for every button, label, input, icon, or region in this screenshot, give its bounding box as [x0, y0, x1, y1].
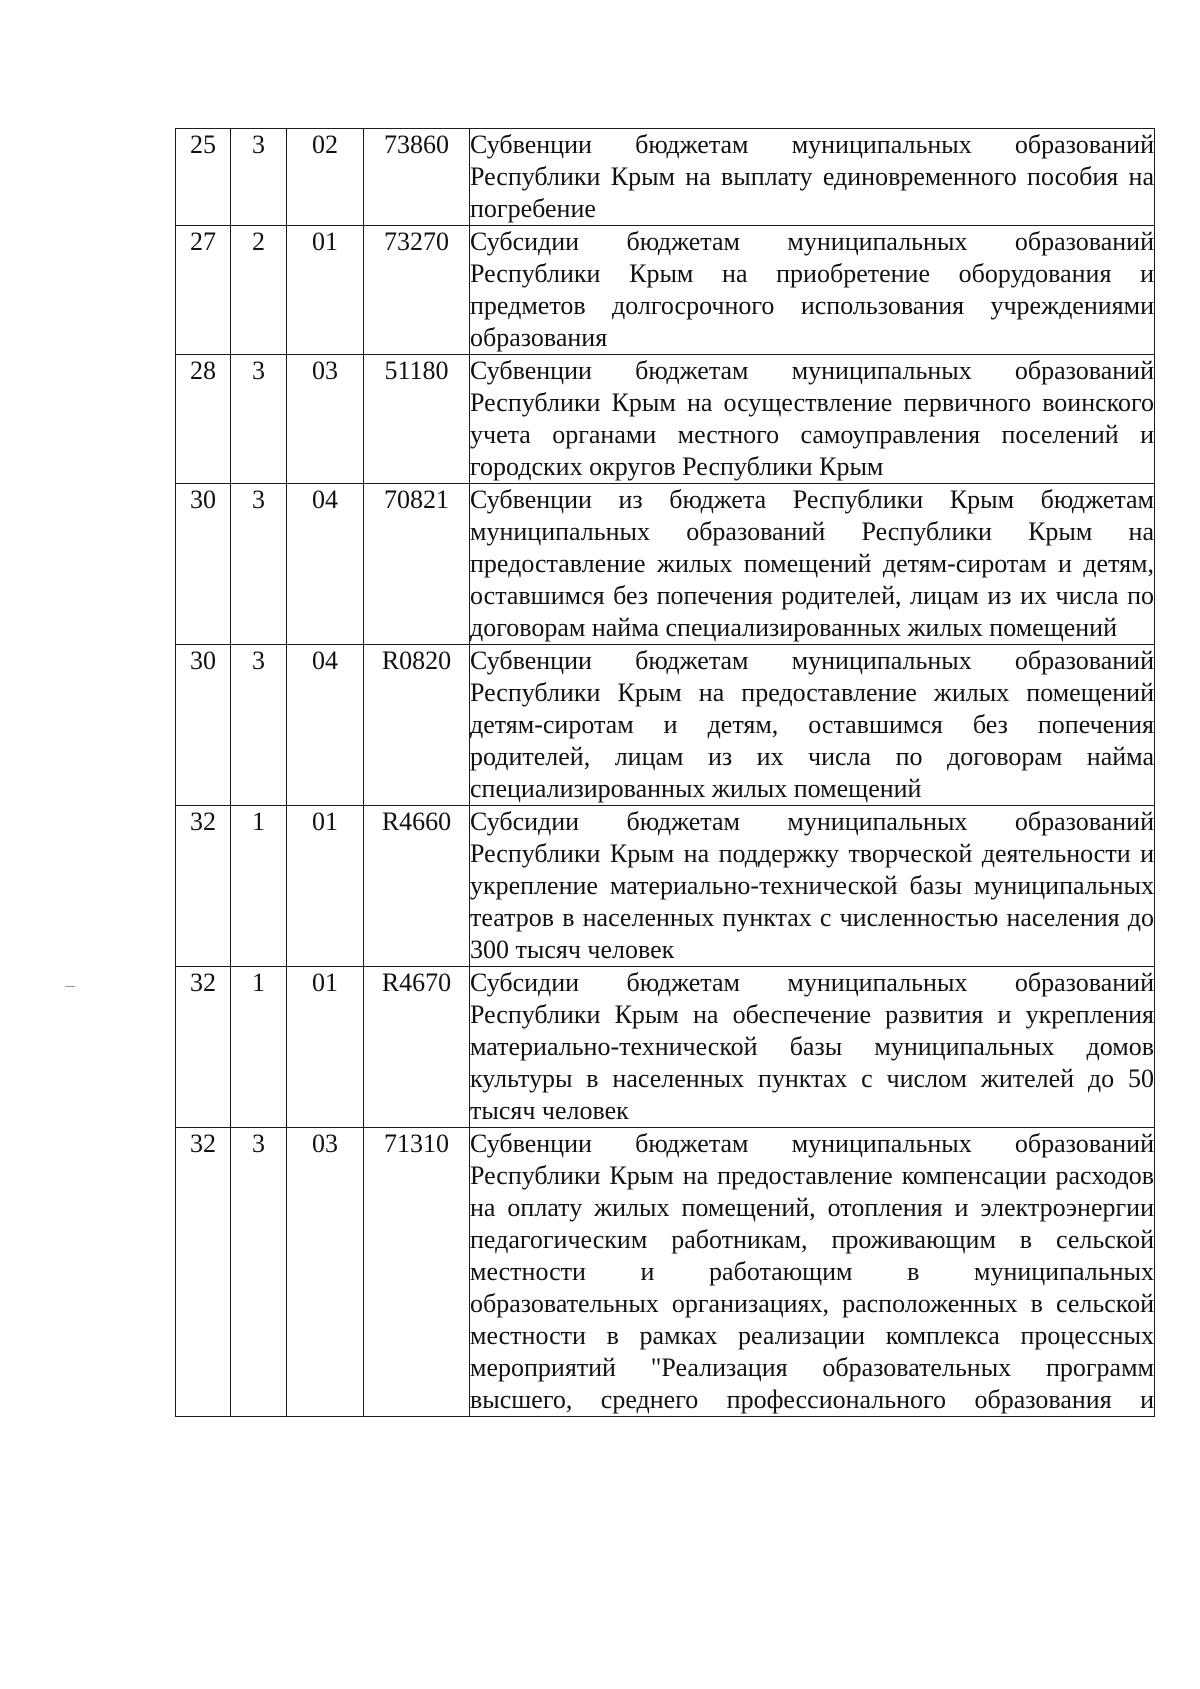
subgroup-text: 02	[312, 130, 338, 159]
subgroup-text: 01	[312, 968, 338, 997]
subgroup-cell	[287, 226, 364, 355]
description-cell: Субсидии бюджетам муниципальных образований Республики Крым на поддержку творческой деятельности и укрепление материально-технической базы муниципальных театров в населенных пунктах с численностью населения до 300 тысяч человек	[470, 806, 1155, 967]
group-text: 1	[252, 807, 265, 836]
description-cell: Субсидии бюджетам муниципальных образований Республики Крым на обеспечение развития и укрепления материально-технической базы муниципальных домов культуры в населенных пунктах с числом жителей до 50 тысяч человек	[470, 967, 1155, 1128]
group-cell	[231, 1128, 287, 1417]
group-text: 3	[252, 646, 265, 675]
group-text: 1	[252, 968, 265, 997]
description-cell: Субвенции бюджетам муниципальных образований Республики Крым на выплату единовременного пособия на погребение	[470, 129, 1155, 226]
group-cell	[231, 806, 287, 967]
row-number-cell	[176, 967, 231, 1128]
table-row	[176, 226, 1155, 355]
row-number-cell	[176, 129, 231, 226]
code-text: R4670	[381, 968, 452, 997]
group-text: 3	[252, 1129, 265, 1158]
code-cell	[364, 355, 470, 484]
row-number-text: 30	[190, 646, 216, 675]
description-cell: Субвенции бюджетам муниципальных образований Республики Крым на предоставление компенсации расходов на оплату жилых помещений, отопления и электроэнергии педагогическим работникам, проживающим в сельской местности и работающим в муниципальных образовательных организациях, расположенных в сельской местности в рамках реализации комплекса процессных мероприятий "Реализация образовательных программ высшего, среднего профессионального образования и	[470, 1128, 1155, 1417]
row-number-cell	[176, 355, 231, 484]
row-number-text: 32	[190, 807, 216, 836]
code-cell	[364, 226, 470, 355]
row-number-cell	[176, 226, 231, 355]
code-text: R0820	[381, 646, 452, 675]
subgroup-cell	[287, 645, 364, 806]
group-cell	[231, 129, 287, 226]
table-row	[176, 355, 1155, 484]
code-cell	[364, 967, 470, 1128]
group-text: 3	[252, 485, 265, 514]
subgroup-cell	[287, 967, 364, 1128]
row-number-text: 32	[190, 1129, 216, 1158]
row-number-text: 27	[190, 227, 216, 256]
code-text: 71310	[384, 1129, 449, 1158]
table-row	[176, 645, 1155, 806]
table-row	[176, 967, 1155, 1128]
code-cell	[364, 806, 470, 967]
page-edge-mark	[65, 986, 75, 987]
row-number-text: 30	[190, 485, 216, 514]
table-row	[176, 806, 1155, 967]
row-number-text: 32	[190, 968, 216, 997]
budget-codes-table	[175, 128, 1155, 1417]
subgroup-cell	[287, 129, 364, 226]
code-text: 70821	[384, 485, 449, 514]
table-body	[176, 129, 1155, 1417]
description-cell: Субвенции бюджетам муниципальных образований Республики Крым на осуществление первичного воинского учета органами местного самоуправления поселений и городских округов Республики Крым	[470, 355, 1155, 484]
group-text: 3	[252, 130, 265, 159]
code-text: 73860	[384, 130, 449, 159]
description-cell: Субвенции из бюджета Республики Крым бюджетам муниципальных образований Республики Крым на предоставление жилых помещений детям-сиротам и детям, оставшимся без попечения родителей, лицам из их числа по договорам найма специализированных жилых помещений	[470, 484, 1155, 645]
row-number-text: 25	[190, 130, 216, 159]
subgroup-text: 04	[312, 646, 338, 675]
group-cell	[231, 484, 287, 645]
group-text: 2	[252, 227, 265, 256]
subgroup-cell	[287, 484, 364, 645]
code-text: 51180	[384, 356, 449, 385]
group-text: 3	[252, 356, 265, 385]
description-cell: Субсидии бюджетам муниципальных образований Республики Крым на приобретение оборудования и предметов долгосрочного использования учреждениями образования	[470, 226, 1155, 355]
table-row	[176, 129, 1155, 226]
subgroup-cell	[287, 1128, 364, 1417]
code-cell	[364, 1128, 470, 1417]
subgroup-cell	[287, 355, 364, 484]
code-cell	[364, 645, 470, 806]
subgroup-text: 03	[312, 1129, 338, 1158]
subgroup-text: 03	[312, 356, 338, 385]
subgroup-cell	[287, 806, 364, 967]
subgroup-text: 04	[312, 485, 338, 514]
group-cell	[231, 226, 287, 355]
table-row	[176, 1128, 1155, 1417]
code-text: R4660	[381, 807, 452, 836]
row-number-text: 28	[190, 356, 216, 385]
description-cell: Субвенции бюджетам муниципальных образований Республики Крым на предоставление жилых помещений детям-сиротам и детям, оставшимся без попечения родителей, лицам из их числа по договорам найма специализированных жилых помещений	[470, 645, 1155, 806]
row-number-cell	[176, 484, 231, 645]
table-row	[176, 484, 1155, 645]
group-cell	[231, 355, 287, 484]
code-cell	[364, 129, 470, 226]
code-text: 73270	[384, 227, 449, 256]
subgroup-text: 01	[312, 227, 338, 256]
row-number-cell	[176, 1128, 231, 1417]
group-cell	[231, 645, 287, 806]
group-cell	[231, 967, 287, 1128]
subgroup-text: 01	[312, 807, 338, 836]
code-cell	[364, 484, 470, 645]
row-number-cell	[176, 645, 231, 806]
row-number-cell	[176, 806, 231, 967]
